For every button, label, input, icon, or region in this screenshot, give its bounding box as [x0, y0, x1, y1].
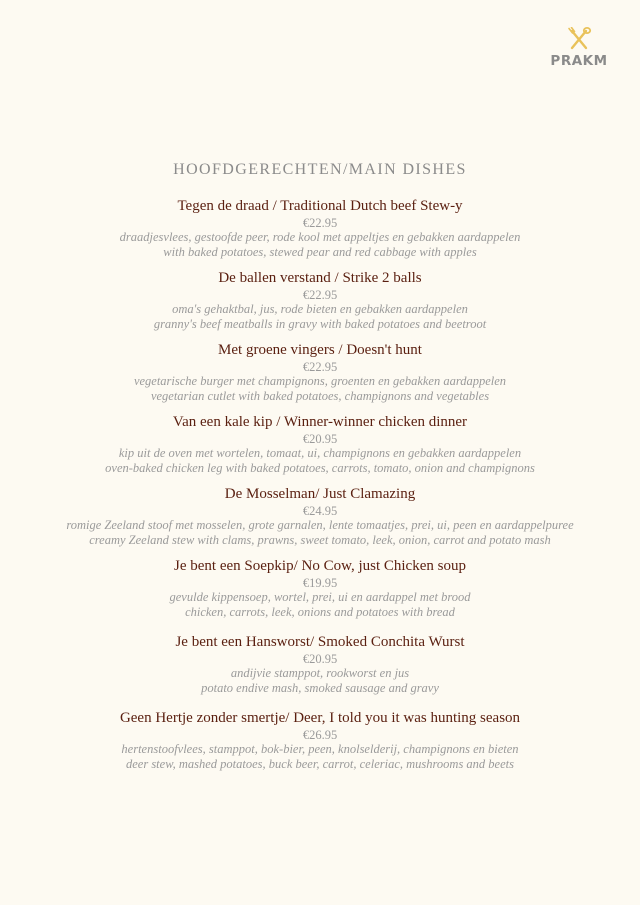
dish-name: Je bent een Hansworst/ Smoked Conchita Wurst: [175, 634, 465, 650]
dish-name: De Mosselman/ Just Clamazing: [224, 486, 416, 502]
menu-item: [30, 633, 610, 695]
dish-name: Geen Hertje zonder smertje/ Deer, I told you it was hunting season: [119, 710, 521, 726]
dish-price: €24.95: [302, 504, 338, 518]
dish-description-en: with baked potatoes, stewed pear and red cabbage with apples: [163, 244, 477, 259]
brand-logo: [543, 27, 615, 69]
dish-description-en: vegetarian cutlet with baked potatoes, champignons and vegetables: [150, 388, 490, 403]
menu-item: [30, 709, 610, 771]
dish-description-en: deer stew, mashed potatoes, buck beer, carrot, celeriac, mushrooms and beets: [125, 756, 514, 771]
dish-name: Met groene vingers / Doesn't hunt: [218, 342, 422, 358]
section-title: HOOFDGERECHTEN/MAIN DISHES: [173, 161, 467, 178]
dish-description-en: creamy Zeeland stew with clams, prawns, sweet tomato, leek, onion, carrot and potato mash: [89, 532, 551, 547]
menu-item: [30, 557, 610, 619]
crossed-fork-whisk-icon: [566, 27, 592, 51]
dish-price: €26.95: [302, 728, 338, 742]
dish-description-en: oven-baked chicken leg with baked potatoes, carrots, tomato, onion and champignons: [105, 460, 535, 475]
dish-name: De ballen verstand / Strike 2 balls: [218, 270, 422, 286]
dish-price: €20.95: [302, 432, 338, 446]
menu-item: [30, 197, 610, 259]
dish-list: [30, 197, 610, 781]
dish-description-nl: oma's gehaktbal, jus, rode bieten en gebakken aardappelen: [172, 302, 468, 316]
menu-item: [30, 269, 610, 331]
dish-description-nl: romige Zeeland stoof met mosselen, grote garnalen, lente tomaatjes, prei, ui, peen en aardappelpuree: [66, 518, 574, 532]
dish-description-nl: gevulde kippensoep, wortel, prei, ui en aardappel met brood: [169, 590, 471, 604]
dish-price: €20.95: [302, 652, 338, 666]
dish-description-nl: kip uit de oven met wortelen, tomaat, ui, champignons en gebakken aardappelen: [118, 446, 522, 460]
dish-description-en: chicken, carrots, leek, onions and potatoes with bread: [185, 604, 455, 619]
menu-item: [30, 413, 610, 475]
dish-description-nl: vegetarische burger met champignons, groenten en gebakken aardappelen: [133, 374, 507, 388]
dish-name: Van een kale kip / Winner-winner chicken dinner: [172, 414, 468, 430]
dish-price: €22.95: [302, 288, 338, 302]
brand-name: PRAKM: [550, 53, 608, 69]
menu-item: [30, 485, 610, 547]
dish-price: €22.95: [302, 216, 338, 230]
dish-description-en: potato endive mash, smoked sausage and gravy: [201, 680, 439, 695]
dish-description-nl: andijvie stamppot, rookworst en jus: [230, 666, 410, 680]
dish-description-en: granny's beef meatballs in gravy with baked potatoes and beetroot: [153, 316, 487, 331]
dish-price: €22.95: [302, 360, 338, 374]
dish-name: Tegen de draad / Traditional Dutch beef Stew-y: [177, 198, 463, 214]
dish-description-nl: hertenstoofvlees, stamppot, bok-bier, peen, knolselderij, champignons en bieten: [121, 742, 519, 756]
dish-name: Je bent een Soepkip/ No Cow, just Chicken soup: [174, 558, 466, 574]
menu-item: [30, 341, 610, 403]
dish-description-nl: draadjesvlees, gestoofde peer, rode kool met appeltjes en gebakken aardappelen: [119, 230, 521, 244]
dish-price: €19.95: [302, 576, 338, 590]
